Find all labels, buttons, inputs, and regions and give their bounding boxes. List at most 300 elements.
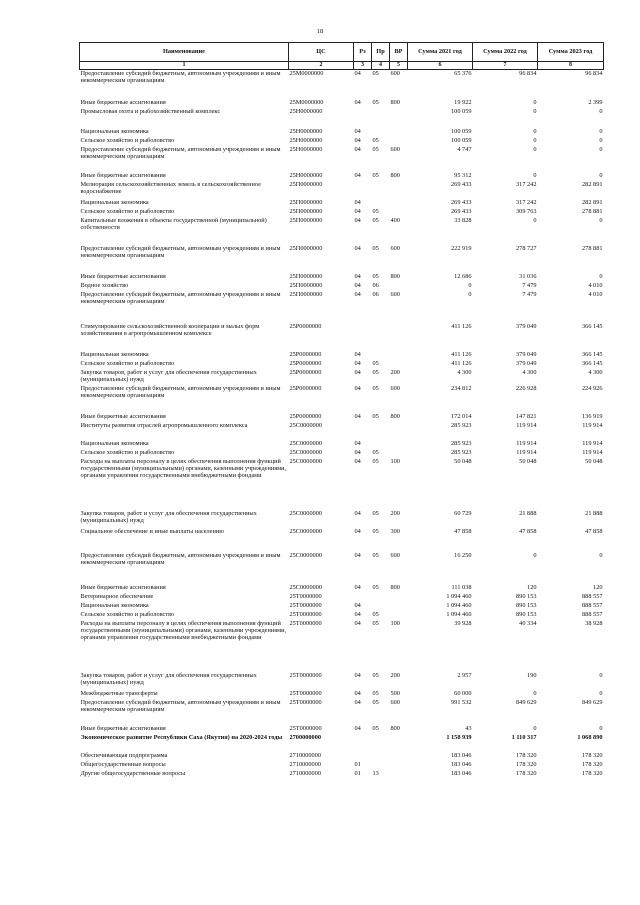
row-sum-2021: 411 126 [451, 322, 472, 330]
row-sum-2022: 178 320 [516, 751, 537, 759]
row-pr-code: 06 [372, 281, 379, 289]
row-name: Институты развития отраслей агропромышленного комплекса [80, 421, 248, 429]
row-sum-2022: 0 [533, 171, 537, 179]
row-pr-code: 05 [372, 412, 379, 420]
row-name: Предоставление субсидий бюджетным, автономным учреждениям и иным некоммерческим организациям [80, 698, 281, 713]
row-sum-2023: 0 [599, 107, 603, 115]
row-cs-code: 25Р0000000 [289, 322, 322, 330]
row-sum-2021: 39 928 [454, 619, 472, 627]
table-row [80, 137, 604, 146]
row-name: Сельское хозяйство и рыболовство [80, 136, 175, 144]
row-sum-2023: 366 145 [582, 350, 603, 358]
row-rz-code: 04 [354, 551, 361, 559]
row-sum-2023: 0 [599, 551, 603, 559]
row-sum-2023: 278 881 [582, 244, 603, 252]
row-name: Социальное обеспечение и иные выплаты населению [80, 527, 224, 535]
table-row [80, 199, 604, 208]
header-name: Наименование [80, 43, 289, 62]
column-number: 4 [372, 62, 390, 70]
row-sum-2022: 119 914 [516, 448, 537, 456]
row-name: Иные бюджетные ассигнования [80, 171, 166, 179]
row-sum-2021: 269 433 [451, 198, 472, 206]
row-sum-2022: 7 479 [522, 281, 537, 289]
row-name: Экономическое развитие Республики Саха (Якутия) на 2020-2024 годы [80, 733, 283, 741]
row-sum-2022: 0 [533, 724, 537, 732]
row-name: Национальная экономика [80, 439, 149, 447]
row-cs-code: 25Т0000000 [289, 698, 322, 706]
row-cs-code: 25Р0000000 [289, 412, 322, 420]
row-rz-code: 04 [354, 272, 361, 280]
row-vr-code [390, 137, 408, 146]
row-pr-code: 05 [372, 527, 379, 535]
row-cs-code: 25П0000000 [289, 216, 323, 224]
row-sum-2021: 95 312 [454, 171, 472, 179]
row-cs-code: 25П0000000 [289, 290, 323, 298]
row-sum-2021: 4 300 [457, 368, 472, 376]
column-number-row [80, 62, 604, 70]
column-number: 1 [80, 62, 289, 70]
row-name: Сельское хозяйство и рыболовство [80, 610, 175, 618]
row-name: Обеспечивающая подпрограмма [80, 751, 168, 759]
row-name: Иные бюджетные ассигнования [80, 412, 166, 420]
row-rz-code: 04 [354, 145, 361, 153]
row-cs-code: 25Т0000000 [289, 601, 322, 609]
row-pr-code: 05 [372, 98, 379, 106]
row-sum-2022: 890 153 [516, 592, 537, 600]
row-vr-code: 800 [390, 98, 400, 106]
row-vr-code [390, 282, 408, 291]
row-pr-code: 05 [372, 509, 379, 517]
table-row [80, 690, 604, 699]
table-row [80, 369, 604, 385]
row-rz-code: 04 [354, 98, 361, 106]
row-cs-code: 25П0000000 [289, 272, 323, 280]
row-sum-2023: 120 [593, 583, 603, 591]
budget-table [79, 42, 604, 779]
row-sum-2023: 119 914 [582, 448, 603, 456]
row-name: Иные бюджетные ассигнования [80, 98, 166, 106]
row-vr-code: 600 [390, 244, 400, 252]
row-sum-2022: 1 110 317 [511, 733, 537, 741]
row-rz-code: 04 [354, 207, 361, 215]
table-row [80, 752, 604, 761]
row-cs-code: 25Н0000000 [289, 145, 323, 153]
row-sum-2022: 147 821 [516, 412, 537, 420]
row-rz-code: 04 [354, 583, 361, 591]
row-sum-2022: 31 036 [519, 272, 537, 280]
row-cs-code: 2710000000 [289, 769, 321, 777]
row-pr-code: 05 [372, 171, 379, 179]
row-sum-2023: 4 010 [588, 290, 603, 298]
header-rz: Рз [354, 43, 372, 62]
row-pr-code: 05 [372, 368, 379, 376]
row-pr-code: 05 [372, 610, 379, 618]
row-cs-code: 25Н0000000 [289, 136, 323, 144]
row-cs-code: 25Т0000000 [289, 592, 322, 600]
row-pr-code: 05 [372, 145, 379, 153]
row-vr-code: 600 [390, 698, 400, 706]
row-sum-2021: 285 923 [451, 448, 472, 456]
row-pr-code [372, 108, 390, 128]
row-cs-code: 25Р0000000 [289, 359, 322, 367]
column-number: 3 [354, 62, 372, 70]
row-pr-code [372, 351, 390, 360]
row-sum-2023: 178 320 [582, 769, 603, 777]
row-vr-code: 600 [390, 145, 400, 153]
table-row [80, 70, 604, 99]
row-pr-code [372, 323, 390, 351]
row-rz-code [354, 108, 372, 128]
row-sum-2022: 379 049 [516, 322, 537, 330]
row-pr-code: 05 [372, 216, 379, 224]
row-pr-code: 13 [372, 769, 379, 777]
row-name: Капитальные вложения в объекты государственной (муниципальной) собственности [80, 216, 267, 231]
row-cs-code: 25С0000000 [289, 457, 323, 465]
row-name: Закупка товаров, работ и услуг для обеспечения государственных (муниципальных) нужд [80, 671, 257, 686]
row-name: Национальная экономика [80, 198, 149, 206]
row-sum-2022: 0 [533, 107, 537, 115]
row-sum-2023: 0 [599, 272, 603, 280]
row-rz-code: 04 [354, 70, 361, 77]
row-sum-2022: 0 [533, 98, 537, 106]
row-vr-code: 800 [390, 272, 400, 280]
row-sum-2022: 0 [533, 136, 537, 144]
row-name: Стимулирование сельскохозяйственной кооперации и малых форм хозяйствования в агропромышленном комплексе [80, 322, 260, 337]
header-sum-2021: Сумма 2021 год [408, 43, 473, 62]
row-pr-code: 05 [372, 724, 379, 732]
row-vr-code [390, 181, 408, 199]
header-sum-2022: Сумма 2022 год [473, 43, 538, 62]
row-sum-2021: 285 923 [451, 421, 472, 429]
row-cs-code: 25С0000000 [289, 583, 323, 591]
row-sum-2023: 0 [599, 145, 603, 153]
row-cs-code: 2710000000 [289, 751, 321, 759]
row-name: Промысловая охота и рыбохозяйственный комплекс [80, 107, 221, 115]
table-row [80, 273, 604, 282]
row-sum-2021: 1 094 460 [446, 592, 472, 600]
row-cs-code: 25Р0000000 [289, 350, 322, 358]
row-pr-code [372, 593, 390, 602]
row-rz-code: 04 [354, 527, 361, 535]
table-row [80, 422, 604, 440]
row-sum-2023: 119 914 [582, 439, 603, 447]
row-sum-2023: 47 858 [585, 527, 603, 535]
row-vr-code: 100 [390, 619, 400, 627]
table-row [80, 699, 604, 725]
row-cs-code: 25П0000000 [289, 198, 323, 206]
row-sum-2023: 0 [599, 724, 603, 732]
row-rz-code: 04 [354, 509, 361, 517]
row-sum-2021: 111 038 [451, 583, 472, 591]
row-sum-2022: 96 834 [519, 70, 537, 77]
row-sum-2023: 366 145 [582, 359, 603, 367]
row-sum-2021: 65 376 [454, 70, 472, 77]
row-vr-code: 200 [390, 368, 400, 376]
row-name: Общегосударственные вопросы [80, 760, 166, 768]
row-pr-code: 05 [372, 207, 379, 215]
row-name: Предоставление субсидий бюджетным, автономным учреждениям и иным некоммерческим организациям [80, 384, 281, 399]
row-cs-code: 2700000000 [289, 733, 321, 741]
row-name: Предоставление субсидий бюджетным, автономным учреждениям и иным некоммерческим организациям [80, 551, 281, 566]
row-sum-2022: 379 049 [516, 359, 537, 367]
table-row [80, 291, 604, 323]
row-sum-2022: 119 914 [516, 439, 537, 447]
row-cs-code: 25М0000000 [289, 70, 324, 77]
row-name: Сельское хозяйство и рыболовство [80, 448, 175, 456]
row-rz-code [354, 323, 372, 351]
row-sum-2021: 183 046 [451, 769, 472, 777]
row-rz-code: 04 [354, 689, 361, 697]
row-sum-2022: 0 [533, 216, 537, 224]
row-pr-code: 05 [372, 671, 379, 679]
table-row [80, 181, 604, 199]
table-row [80, 99, 604, 108]
row-name: Межбюджетные трансферты [80, 689, 158, 697]
row-vr-code: 800 [390, 724, 400, 732]
row-sum-2022: 0 [533, 145, 537, 153]
row-cs-code: 25С0000000 [289, 439, 323, 447]
row-sum-2021: 1 158 939 [446, 733, 472, 741]
row-rz-code: 04 [354, 281, 361, 289]
table-row [80, 413, 604, 422]
row-vr-code [390, 108, 408, 128]
row-name: Иные бюджетные ассигнования [80, 272, 166, 280]
row-sum-2021: 0 [468, 290, 472, 298]
row-name: Предоставление субсидий бюджетным, автономным учреждениям и иным некоммерческим организациям [80, 290, 281, 305]
row-sum-2022: 4 300 [522, 368, 537, 376]
row-rz-code: 04 [354, 216, 361, 224]
row-sum-2021: 100 059 [451, 127, 472, 135]
table-row [80, 602, 604, 611]
row-pr-code [372, 734, 390, 752]
row-rz-code: 04 [354, 359, 361, 367]
table-row [80, 217, 604, 245]
row-vr-code: 800 [390, 412, 400, 420]
row-cs-code: 25Р0000000 [289, 384, 322, 392]
row-vr-code [390, 752, 408, 761]
row-rz-code: 04 [354, 127, 361, 135]
row-sum-2021: 234 812 [451, 384, 472, 392]
column-number: 5 [390, 62, 408, 70]
row-sum-2023: 0 [599, 171, 603, 179]
row-rz-code: 04 [354, 136, 361, 144]
row-rz-code [354, 422, 372, 440]
row-sum-2023: 1 068 890 [577, 733, 603, 741]
row-pr-code: 05 [372, 689, 379, 697]
row-sum-2023: 888 557 [582, 601, 603, 609]
row-pr-code: 05 [372, 448, 379, 456]
row-sum-2021: 33 828 [454, 216, 472, 224]
row-sum-2022: 7 479 [522, 290, 537, 298]
table-row [80, 146, 604, 172]
row-sum-2021: 16 250 [454, 551, 472, 559]
row-cs-code: 25Н0000000 [289, 107, 323, 115]
row-cs-code: 2710000000 [289, 760, 321, 768]
row-vr-code: 400 [390, 216, 400, 224]
row-rz-code: 04 [354, 724, 361, 732]
row-sum-2021: 43 [465, 724, 472, 732]
row-pr-code [372, 128, 390, 137]
table-row [80, 611, 604, 620]
row-sum-2023: 849 629 [582, 698, 603, 706]
row-cs-code: 25П0000000 [289, 180, 323, 188]
row-sum-2022: 278 727 [516, 244, 537, 252]
row-cs-code: 25Т0000000 [289, 671, 322, 679]
table-row [80, 672, 604, 690]
row-sum-2022: 40 334 [519, 619, 537, 627]
row-vr-code [390, 199, 408, 208]
row-rz-code: 04 [354, 412, 361, 420]
table-row [80, 449, 604, 458]
table-row [80, 323, 604, 351]
column-number: 6 [408, 62, 473, 70]
row-sum-2023: 282 891 [582, 198, 603, 206]
column-number: 7 [473, 62, 538, 70]
row-sum-2023: 50 048 [585, 457, 603, 465]
row-sum-2021: 12 686 [454, 272, 472, 280]
row-sum-2021: 183 046 [451, 751, 472, 759]
row-rz-code: 04 [354, 671, 361, 679]
table-row [80, 385, 604, 413]
row-sum-2023: 119 914 [582, 421, 603, 429]
row-rz-code: 04 [354, 368, 361, 376]
row-sum-2023: 366 145 [582, 322, 603, 330]
table-row [80, 734, 604, 752]
table-row [80, 593, 604, 602]
row-pr-code: 05 [372, 136, 379, 144]
row-cs-code: 25Т0000000 [289, 610, 322, 618]
row-cs-code: 25С0000000 [289, 421, 323, 429]
table-row [80, 245, 604, 273]
row-sum-2021: 1 094 460 [446, 601, 472, 609]
row-vr-code [390, 360, 408, 369]
table-row [80, 761, 604, 770]
table-row [80, 351, 604, 360]
row-rz-code: 04 [354, 448, 361, 456]
row-sum-2023: 2 399 [588, 98, 603, 106]
header-pr: Пр [372, 43, 390, 62]
table-row [80, 528, 604, 552]
row-cs-code: 25Н0000000 [289, 171, 323, 179]
row-cs-code: 25Н0000000 [289, 127, 323, 135]
table-row [80, 282, 604, 291]
row-name: Расходы на выплаты персоналу в целях обеспечения выполнения функций государственными (муниципальными) органами, казенными учреждениями, органами управления государственными внебюджетными фондами [80, 619, 287, 641]
row-vr-code: 600 [390, 290, 400, 298]
row-name: Мелиорация сельскохозяйственных земель в сельскохозяйственное водоснабжение [80, 180, 261, 195]
row-vr-code: 800 [390, 171, 400, 179]
column-number: 2 [289, 62, 354, 70]
row-name: Национальная экономика [80, 350, 149, 358]
row-cs-code: 25П0000000 [289, 281, 323, 289]
row-cs-code: 25Р0000000 [289, 368, 322, 376]
row-sum-2022: 0 [533, 127, 537, 135]
row-cs-code: 25П0000000 [289, 244, 323, 252]
row-sum-2023: 38 928 [585, 619, 603, 627]
row-sum-2021: 269 433 [451, 180, 472, 188]
row-vr-code [390, 440, 408, 449]
row-pr-code: 05 [372, 583, 379, 591]
row-sum-2021: 100 059 [451, 136, 472, 144]
row-name: Предоставление субсидий бюджетным, автономным учреждениям и иным некоммерческим организациям [80, 70, 281, 85]
row-cs-code: 25М0000000 [289, 98, 324, 106]
row-sum-2023: 178 320 [582, 751, 603, 759]
row-sum-2022: 21 888 [519, 509, 537, 517]
row-vr-code [390, 593, 408, 602]
row-sum-2021: 269 433 [451, 207, 472, 215]
row-sum-2021: 411 126 [451, 350, 472, 358]
row-pr-code [372, 440, 390, 449]
row-pr-code: 05 [372, 698, 379, 706]
row-sum-2022: 379 049 [516, 350, 537, 358]
row-name: Иные бюджетные ассигнования [80, 724, 166, 732]
table-row [80, 725, 604, 734]
row-rz-code: 01 [354, 760, 361, 768]
table-row [80, 552, 604, 584]
row-cs-code: 25С0000000 [289, 527, 323, 535]
row-rz-code [354, 593, 372, 602]
column-number: 8 [538, 62, 604, 70]
row-pr-code [372, 422, 390, 440]
row-rz-code: 04 [354, 601, 361, 609]
row-sum-2023: 0 [599, 216, 603, 224]
header-sum-2023: Сумма 2023 год [538, 43, 604, 62]
row-name: Национальная экономика [80, 127, 149, 135]
row-vr-code [390, 770, 408, 779]
row-sum-2021: 60 729 [454, 509, 472, 517]
row-vr-code [390, 734, 408, 752]
row-name: Водное хозяйство [80, 281, 129, 289]
row-name: Национальная экономика [80, 601, 149, 609]
row-name: Другие общегосударственные вопросы [80, 769, 186, 777]
row-vr-code: 100 [390, 457, 400, 465]
row-sum-2022: 190 [527, 671, 537, 679]
table-row [80, 172, 604, 181]
row-cs-code: 25П0000000 [289, 207, 323, 215]
row-cs-code: 25С0000000 [289, 509, 323, 517]
row-cs-code: 25Т0000000 [289, 619, 322, 627]
table-row [80, 108, 604, 128]
row-name: Предоставление субсидий бюджетным, автономным учреждениям и иным некоммерческим организациям [80, 145, 281, 160]
row-vr-code: 800 [390, 583, 400, 591]
row-sum-2021: 2 957 [457, 671, 472, 679]
row-sum-2022: 178 320 [516, 769, 537, 777]
row-sum-2023: 4 010 [588, 281, 603, 289]
table-row [80, 440, 604, 449]
row-vr-code [390, 351, 408, 360]
row-rz-code: 04 [354, 244, 361, 252]
row-vr-code [390, 761, 408, 770]
row-sum-2021: 4 747 [457, 145, 472, 153]
row-cs-code: 25Т0000000 [289, 689, 322, 697]
row-rz-code [354, 752, 372, 761]
table-row [80, 458, 604, 510]
row-sum-2022: 50 048 [519, 457, 537, 465]
table-row [80, 584, 604, 593]
row-rz-code: 04 [354, 619, 361, 627]
row-sum-2022: 178 320 [516, 760, 537, 768]
row-vr-code [390, 449, 408, 458]
row-pr-code [372, 752, 390, 761]
row-sum-2021: 172 014 [451, 412, 472, 420]
row-vr-code: 200 [390, 671, 400, 679]
row-cs-code: 25С0000000 [289, 448, 323, 456]
row-sum-2022: 317 242 [516, 198, 537, 206]
row-rz-code: 04 [354, 610, 361, 618]
row-sum-2021: 47 858 [454, 527, 472, 535]
table-row [80, 128, 604, 137]
row-rz-code: 04 [354, 457, 361, 465]
row-sum-2022: 0 [533, 689, 537, 697]
